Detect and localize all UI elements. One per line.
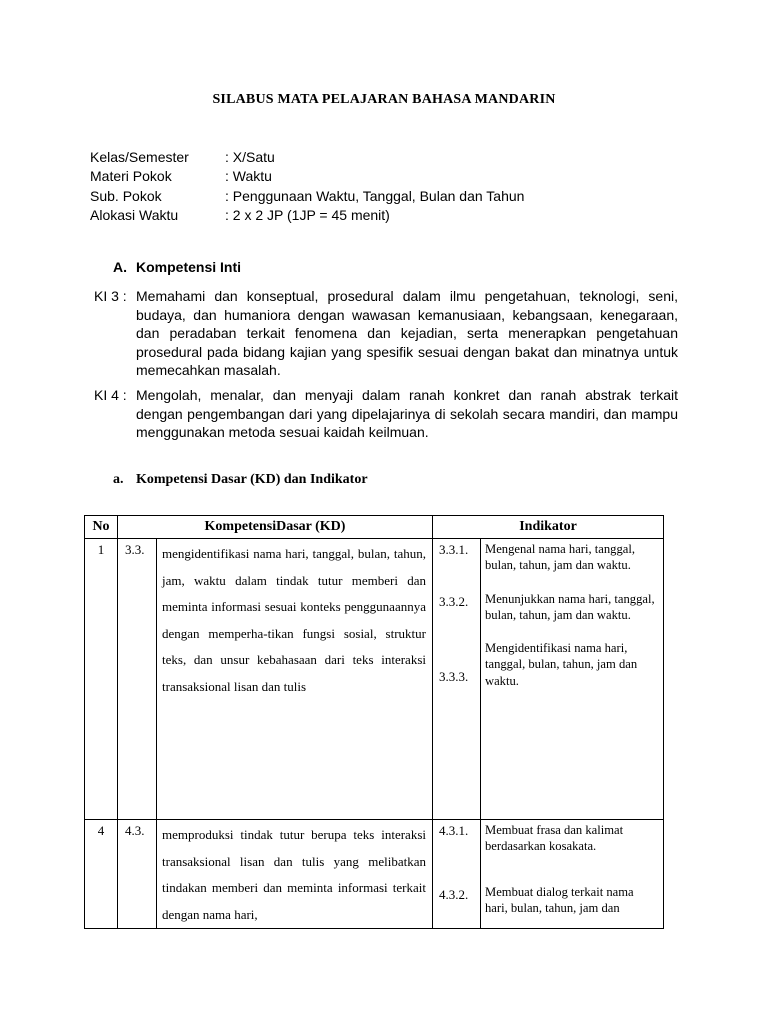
section-title: Kompetensi Dasar (KD) dan Indikator (136, 472, 368, 487)
info-row-kelas (90, 148, 524, 167)
info-row-alokasi (90, 206, 524, 225)
kd-code: 3.3. (118, 539, 157, 820)
section-letter: A. (113, 259, 127, 275)
indicator-text: Mengenal nama hari, tanggal, bulan, tahun, jam dan waktu. (485, 542, 636, 573)
row-number: 1 (85, 539, 118, 820)
info-label: Sub. Pokok (90, 187, 162, 204)
ki-3-paragraph (94, 287, 678, 380)
info-value: : Penggunaan Waktu, Tanggal, Bulan dan Tahun (225, 187, 525, 204)
ki-label: KI 3 : (94, 288, 127, 304)
ki-text: Memahami dan konseptual, prosedural dalam ilmu pengetahuan, teknologi, seni, budaya, dan humaniora dengan wawasan kemanusiaan, kebangsaan, kenegaraan, dan peradaban terkait fenomena dan kejadian, serta menerapkan pengetahuan prosedural pada bidang kajian yang spesifik sesuai dengan bakat dan minatnya untuk memecahkan masalah. (136, 288, 678, 379)
indicator-text: Membuat frasa dan kalimat berdasarkan kosakata. (485, 823, 624, 854)
row-number: 4 (85, 820, 118, 929)
header-no: No (85, 516, 118, 539)
indicator-code: 3.3.1. (439, 542, 469, 557)
ki-label: KI 4 : (94, 387, 127, 403)
info-label: Kelas/Semester (90, 149, 189, 165)
info-value: : Waktu (225, 168, 272, 185)
info-value: : 2 x 2 JP (1JP = 45 menit) (225, 206, 390, 223)
section-title: Kompetensi Inti (136, 259, 242, 275)
section-letter: a. (113, 472, 124, 487)
indicator-texts (481, 539, 664, 820)
info-label: Materi Pokok (90, 168, 172, 185)
indicator-text: Menunjukkan nama hari, tanggal, bulan, tahun, jam dan waktu. (485, 591, 655, 622)
info-row-materi (90, 167, 524, 186)
indicator-code: 3.3.2. (439, 594, 469, 609)
document-title: SILABUS MATA PELAJARAN BAHASA MANDARIN (212, 92, 556, 107)
kd-text: memproduksi tindak tutur berupa teks interaksi transaksional lisan dan tulis yang melibatkan tindakan memberi dan meminta informasi terkait dengan nama hari, (157, 820, 433, 929)
indicator-codes (433, 539, 481, 820)
ki-4-paragraph (94, 386, 678, 442)
table-row (85, 820, 664, 929)
kd-code: 4.3. (118, 820, 157, 929)
indicator-code: 4.3.2. (439, 887, 469, 902)
header-kd: KompetensiDasar (KD) (118, 516, 433, 539)
table-header-row (85, 516, 664, 539)
info-value: : X/Satu (225, 149, 275, 165)
indicator-code: 4.3.1. (439, 823, 469, 838)
ki-text: Mengolah, menalar, dan menyaji dalam ranah konkret dan ranah abstrak terkait dengan pengembangan dari yang dipelajarinya di sekolah secara mandiri, dan mampu menggunakan metoda sesuai kaidah keilmuan. (136, 387, 678, 441)
header-indikator: Indikator (433, 516, 664, 539)
info-block (90, 148, 524, 225)
indicator-codes (433, 820, 481, 929)
section-heading-kd-indikator (113, 472, 368, 488)
section-heading-kompetensi-inti (113, 259, 241, 275)
indicator-text: Membuat dialog terkait nama hari, bulan, tahun, jam dan (485, 884, 634, 915)
info-row-sub-pokok (90, 187, 524, 206)
indicator-code: 3.3.3. (439, 669, 469, 684)
kd-text: mengidentifikasi nama hari, tanggal, bulan, tahun, jam, waktu dalam tindak tutur memberi dan meminta informasi sesuai konteks penggunaannya dengan memperha-tikan fungsi sosial, struktur teks, dan unsur kebahasaan dari teks interaksi transaksional lisan dan tulis (157, 539, 433, 820)
indicator-texts (481, 820, 664, 929)
kd-indikator-table (84, 515, 664, 929)
table-row (85, 539, 664, 820)
info-label: Alokasi Waktu (90, 206, 179, 223)
indicator-text: Mengidentifikasi nama hari, tanggal, bulan, tahun, jam dan waktu. (485, 641, 638, 688)
